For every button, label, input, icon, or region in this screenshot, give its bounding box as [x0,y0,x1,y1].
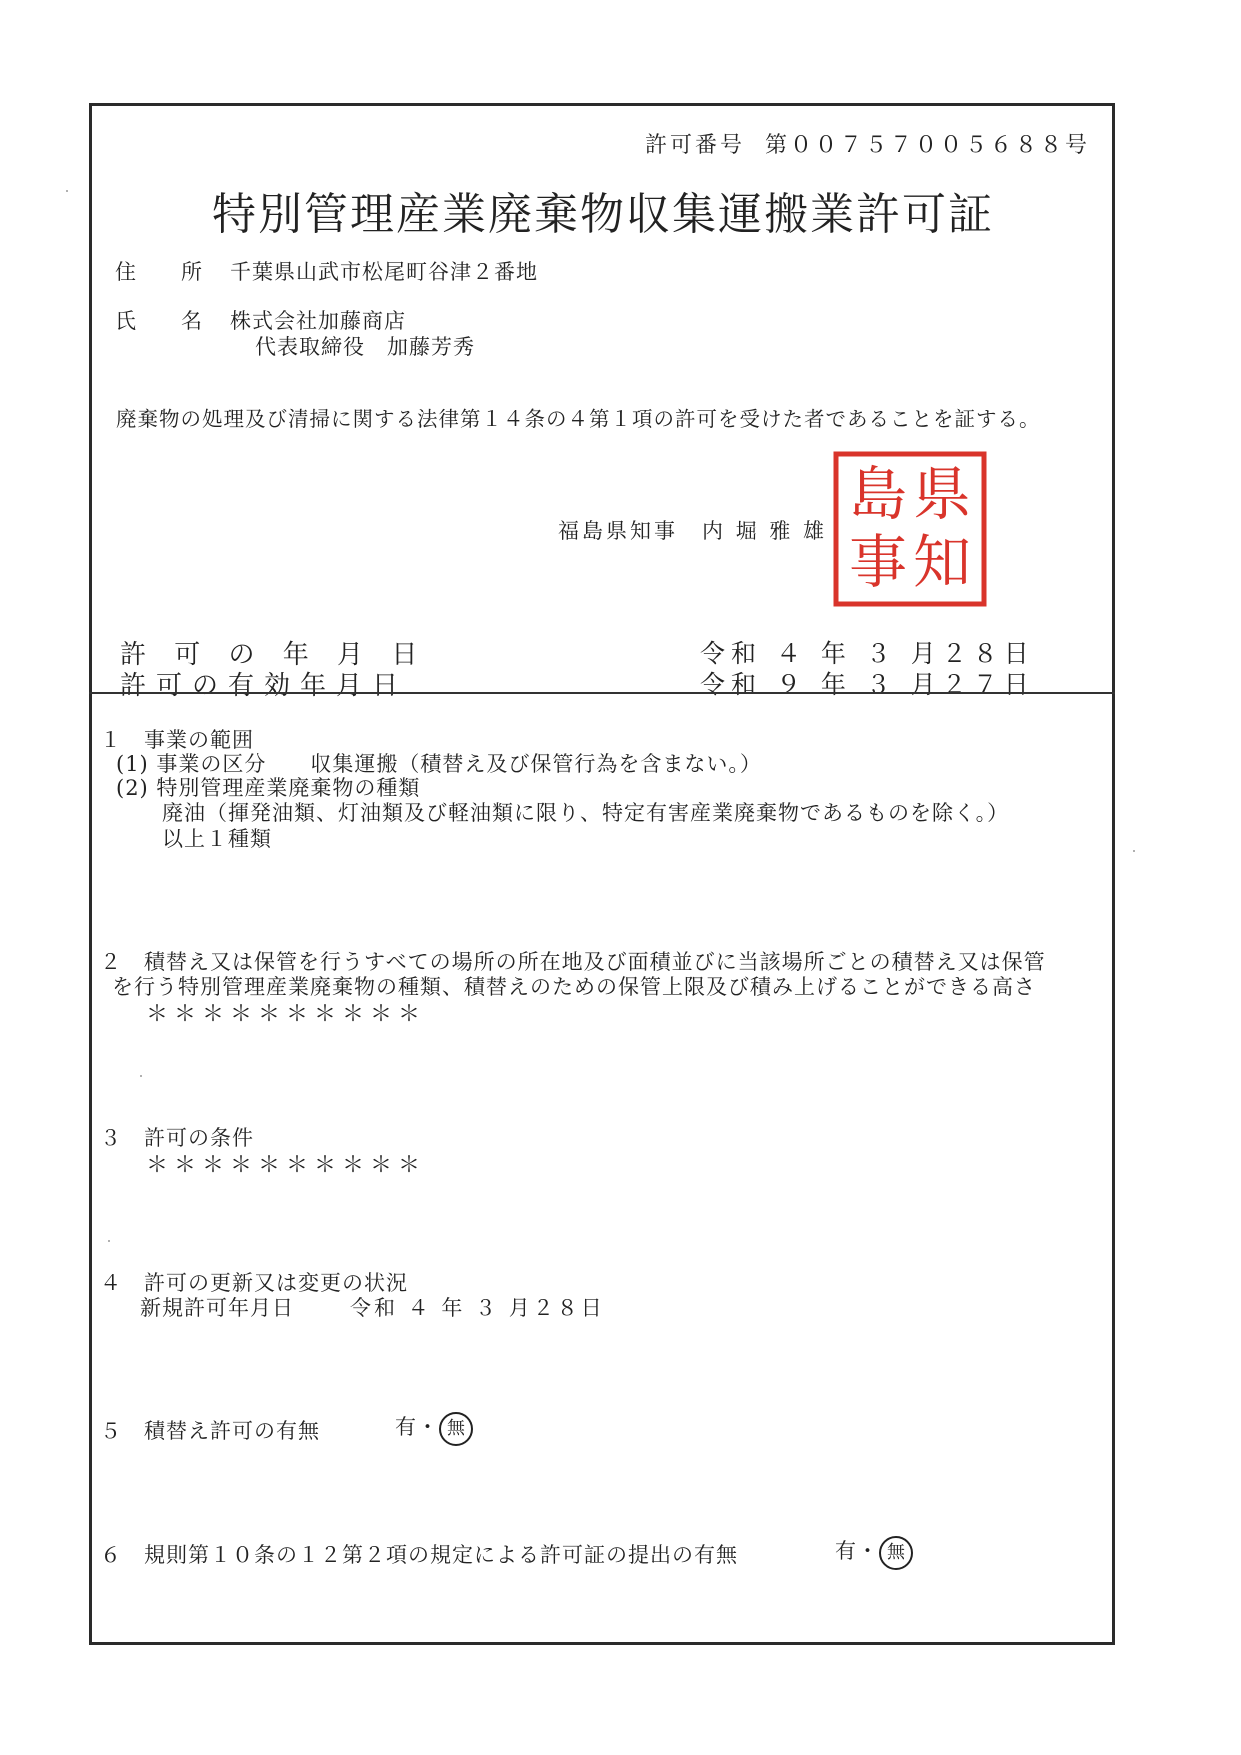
seal-char-2: 知 [912,528,972,596]
permit-date-label: 許 可 の 年 月 日 [120,640,428,670]
seal-char-3: 島 [848,460,908,528]
section-2-line-2: を行う特別管理産業廃棄物の種類、積替えのための保管上限及び積み上げることができる高さ [112,975,1036,999]
seal-char-1: 県 [912,460,972,528]
section-1-item-2: (2) 特別管理産業廃棄物の種類 [116,776,421,800]
scan-speck [66,190,68,192]
section-1-item-2-detail: 廃油（揮発油類、灯油類及び軽油類に限り、特定有害産業廃棄物であるものを除く。） [162,801,1010,825]
section-5-heading: ５ 積替え許可の有無 [100,1419,320,1443]
official-seal [830,448,990,610]
permit-date-value: 令和 ４ 年 ３ 月２８日 [700,639,1035,668]
section-5-separator: ・ [417,1415,439,1439]
name-label: 氏 名 [115,309,214,333]
permit-number-label: 許可番号 [645,133,746,158]
scan-speck [108,1240,110,1242]
permit-number-value: 第００７５７００５６８８号 [765,133,1091,158]
section-2-line-1: ２ 積替え又は保管を行うすべての場所の所在地及び面積並びに当該場所ごとの積替え又は保管 [100,950,1046,974]
section-6-answer [835,1535,913,1570]
section-1-total: 以上１種類 [162,827,272,851]
company-name: 株式会社加藤商店 [230,309,406,333]
scan-speck [140,1075,142,1077]
section-3-value: ＊＊＊＊＊＊＊＊＊＊ [146,1153,427,1178]
representative-name: 代表取締役 加藤芳秀 [255,335,475,359]
section-1-item-1: (1) 事業の区分 収集運搬（積替え及び保管行為を含まない。） [116,752,762,776]
section-5-yes: 有 [395,1415,417,1439]
section-6-yes: 有 [835,1539,857,1563]
valid-date-value: 令和 ９ 年 ３ 月２７日 [700,670,1035,699]
section-4-value: 令和 ４ 年 ３ 月２８日 [350,1296,605,1320]
section-6-heading: ６ 規則第１０条の１２第２項の規定による許可証の提出の有無 [100,1543,738,1567]
seal-char-4: 事 [848,528,908,596]
issuer-name: 福島県知事 内 堀 雅 雄 [558,519,828,543]
section-6-no-circled: 無 [879,1536,913,1570]
section-6-separator: ・ [857,1539,879,1563]
section-3-heading: ３ 許可の条件 [100,1126,254,1150]
section-4-heading: ４ 許可の更新又は変更の状況 [100,1271,408,1295]
address-label: 住 所 [115,260,214,284]
document-title: 特別管理産業廃棄物収集運搬業許可証 [212,189,994,240]
valid-date-label: 許可の有効年月日 [120,671,409,701]
scan-speck [1133,850,1135,852]
section-5-answer [395,1411,473,1446]
section-1-heading: １ 事業の範囲 [100,728,254,752]
section-4-label: 新規許可年月日 [140,1296,294,1320]
permit-number [645,128,1090,159]
address-value: 千葉県山武市松尾町谷津２番地 [230,260,538,284]
certification-statement: 廃棄物の処理及び清掃に関する法律第１４条の４第１項の許可を受けた者であることを証する。 [116,407,1041,431]
section-5-no-circled: 無 [439,1412,473,1446]
section-2-value: ＊＊＊＊＊＊＊＊＊＊ [146,1002,427,1027]
section-divider [89,692,1115,694]
